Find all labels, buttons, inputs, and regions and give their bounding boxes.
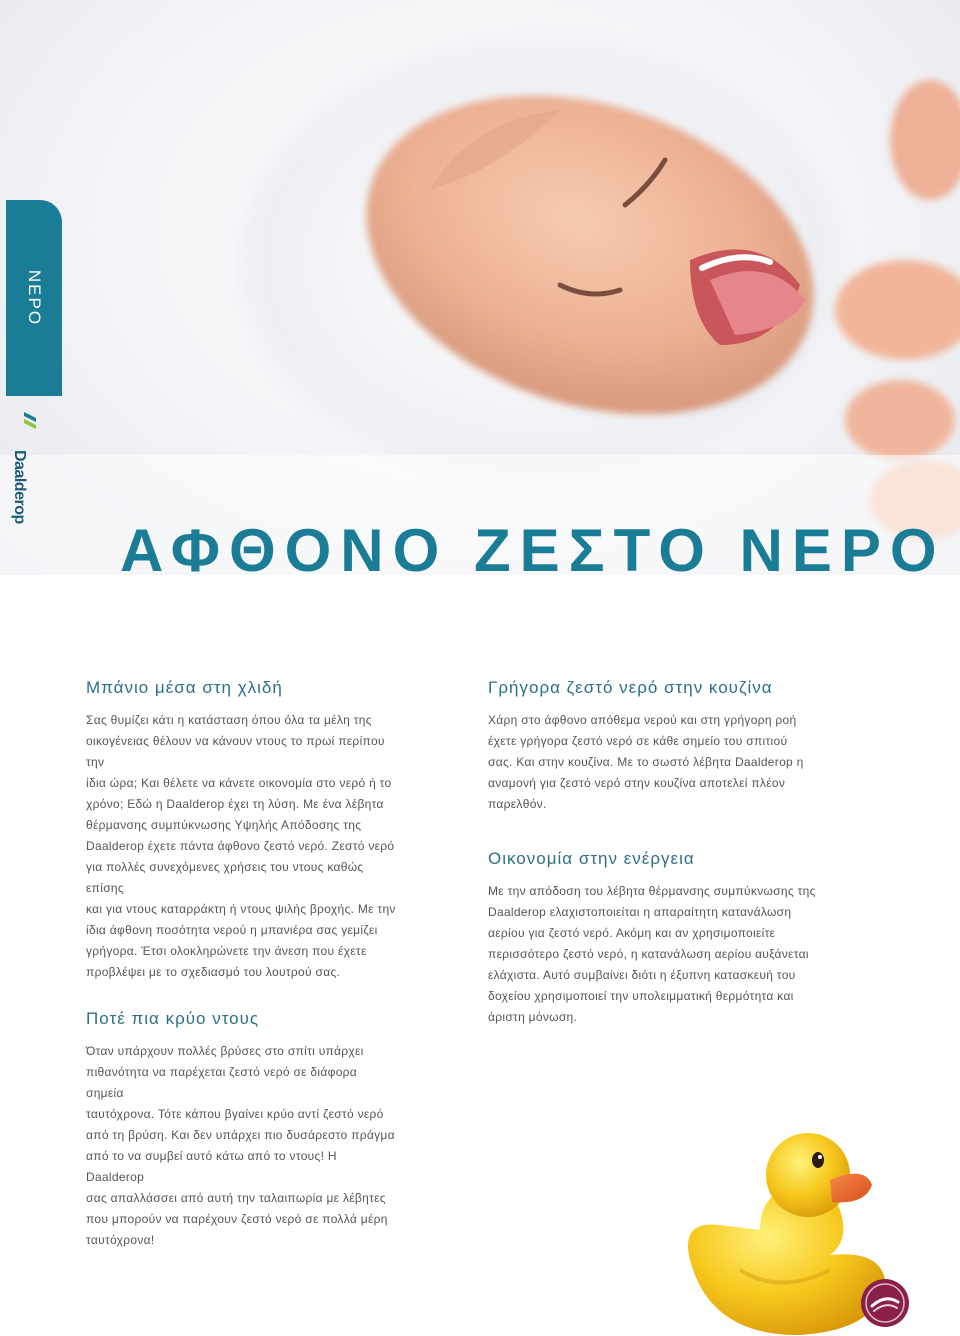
text-line: χρόνο; Εδώ η Daalderop έχει τη λύση. Με ένα λέβητα <box>86 797 384 811</box>
page-title: ΑΦΘΟΝΟ ΖΕΣΤΟ ΝΕΡΟ <box>120 517 946 584</box>
text-line: Σας θυμίζει κάτι η κατάσταση όπου όλα τα μέλη της <box>86 713 372 727</box>
text-line: σας απαλλάσσει από αυτή την ταλαιπωρία με λέβητες <box>86 1191 386 1205</box>
text-line: για πολλές συνεχόμενες χρήσεις του ντους καθώς επίσης <box>86 860 364 895</box>
baby-photo-illustration <box>0 0 960 575</box>
text-line: από τη βρύση. Και δεν υπάρχει πιο δυσάρεστο πράγμα <box>86 1128 395 1142</box>
adult-thumb <box>835 260 960 360</box>
text-line: περισσότερο ζεστό νερό, η κατανάλωση αερίου αυξάνεται <box>488 947 809 961</box>
section-body-kitchen <box>488 710 818 815</box>
duck-beak <box>830 1174 872 1203</box>
text-line: Daalderop έχετε πάντα άφθονο ζεστό νερό. Ζεστό νερό <box>86 839 395 853</box>
text-line: Με την απόδοση του λέβητα θέρμανσης συμπύκνωσης της <box>488 884 816 898</box>
section-heading-kitchen: Γρήγορα ζεστό νερό στην κουζίνα <box>488 678 773 697</box>
brand-name: Daalderop <box>11 450 28 524</box>
text-line: ταυτόχρονα! <box>86 1233 155 1247</box>
text-line: που μπορούν να παρέχουν ζεστό νερό σε πολλά μέρη <box>86 1212 388 1226</box>
text-line: από το να συμβεί αυτό κάτω από το ντους! Η Daalderop <box>86 1149 337 1184</box>
hero-photo-baby-bath <box>0 0 960 575</box>
text-line: οικογένειας θέλουν να κάνουν ντους το πρωί περίπου την <box>86 734 385 769</box>
text-line: Daalderop ελαχιστοποιείται η απαραίτητη κατανάλωση <box>488 905 792 919</box>
section-body-bath <box>86 710 396 983</box>
text-line: παρελθόν. <box>488 797 547 811</box>
text-line: δοχείου χρησιμοποιεί την υπολειμματική θερμότητα και <box>488 989 794 1003</box>
text-line: άριστη μόνωση. <box>488 1010 578 1024</box>
text-line: ελάχιστα. Αυτό συμβαίνει διότι η έξυπνη κατασκευή του <box>488 968 796 982</box>
text-line: Όταν υπάρχουν πολλές βρύσες στο σπίτι υπάρχει <box>86 1044 364 1058</box>
text-line: πιθανότητα να παρέχεται ζεστό νερό σε διάφορα σημεία <box>86 1065 358 1100</box>
text-line: και για ντους καταρράκτη ή ντους ψιλής βροχής. Με την <box>86 902 396 916</box>
section-tab <box>6 200 62 396</box>
text-line: ίδια ώρα; Και θέλετε να κάνετε οικονομία στο νερό ή το <box>86 776 392 790</box>
section-heading-cold-shower: Ποτέ πια κρύο ντους <box>86 1009 260 1028</box>
brand-logo-icon <box>22 410 38 432</box>
text-line: έχετε γρήγορα ζεστό νερό σε κάθε σημείο του σπιτιού <box>488 734 788 748</box>
text-line: ίδια άφθονη ποσότητα νερού η μπανιέρα σας γεμίζει <box>86 923 378 937</box>
section-heading-energy: Οικονομία στην ενέργεια <box>488 849 695 868</box>
section-tab-label: ΝΕΡΟ <box>25 269 44 327</box>
left-column <box>86 676 396 1251</box>
right-column <box>488 676 818 1028</box>
text-line: ταυτόχρονα. Τότε κάπου βγαίνει κρύο αντί ζεστό νερό <box>86 1107 384 1121</box>
text-line: σας. Και στην κουζίνα. Με το σωστό λέβητα Daalderop η <box>488 755 804 769</box>
circular-brand-badge-icon <box>860 1278 910 1328</box>
text-line: γρήγορα. Έτσι ολοκληρώνετε την άνεση που έχετε <box>86 944 367 958</box>
duck-eye <box>812 1152 824 1168</box>
text-line: αναμονή για ζεστό νερό στην κουζίνα αποτελεί πλέον <box>488 776 786 790</box>
section-body-energy <box>488 881 818 1028</box>
text-line: προβλέψει με το σχεδιασμό του λουτρού σας. <box>86 965 341 979</box>
section-body-cold-shower <box>86 1041 396 1251</box>
duck-head <box>766 1133 850 1217</box>
brand-logo <box>11 410 44 524</box>
text-line: Χάρη στο άφθονο απόθεμα νερού και στη γρήγορη ροή <box>488 713 797 727</box>
section-heading-bath: Μπάνιο μέσα στη χλιδή <box>86 678 283 697</box>
text-line: αερίου για ζεστό νερό. Ακόμη και αν χρησιμοποιείτε <box>488 926 776 940</box>
text-line: θέρμανσης συμπύκνωσης Υψηλής Απόδοσης της <box>86 818 362 832</box>
